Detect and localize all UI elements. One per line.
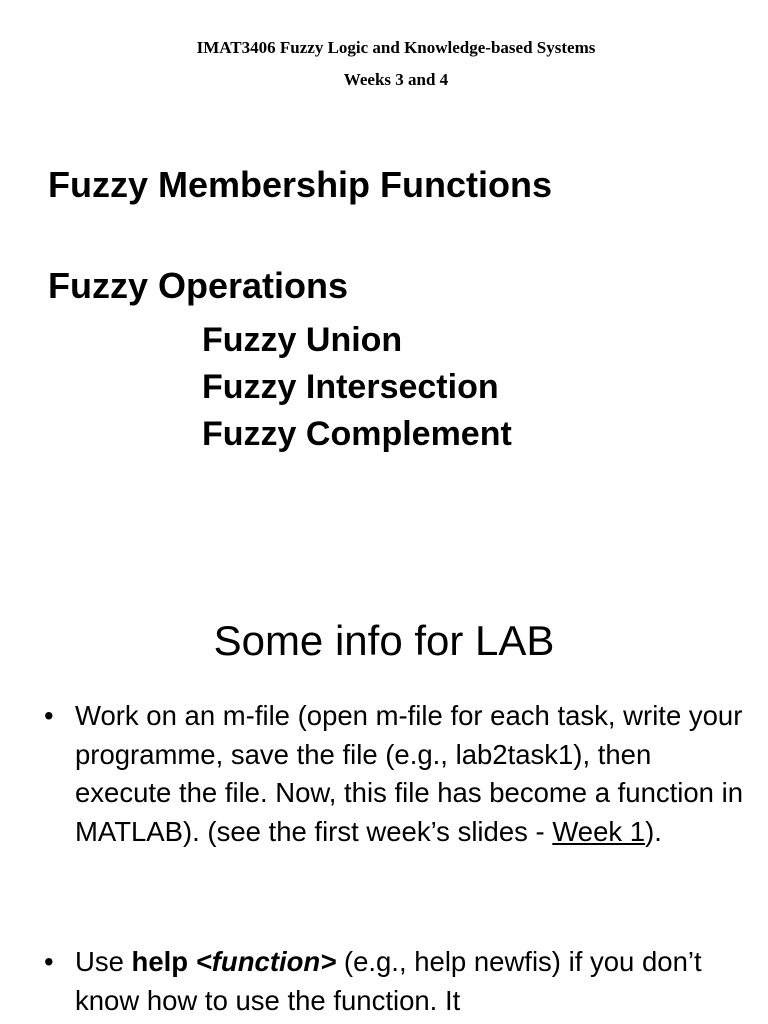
bullet-item-mfile: [44, 697, 744, 851]
course-title: IMAT3406 Fuzzy Logic and Knowledge-based Systems: [196, 38, 596, 57]
bullet-text-end: ).: [645, 815, 662, 847]
subtopic-fuzzy-union: Fuzzy Union: [202, 321, 403, 359]
weeks-label: Weeks 3 and 4: [343, 70, 449, 89]
bullet-item-help: [44, 943, 744, 1020]
week1-link[interactable]: Week 1: [552, 815, 646, 847]
bullet-dot: •: [44, 700, 54, 731]
subtopic-fuzzy-intersection: Fuzzy Intersection: [202, 368, 499, 406]
bullet-text-main: Work on an m-file (open m-file for each task, write your programme, save the file (e.g., lab2task1), then execute the file. Now, this file has become a function in MATLAB). (see the first week’s slides -: [75, 700, 744, 847]
bullet-dot: •: [44, 946, 54, 977]
bullet-text: [75, 943, 744, 1020]
bullet-text-rest: (e.g., help newfis) if you don’t know how to use the function. It: [75, 946, 702, 1016]
bullet-text-prefix: Use: [75, 946, 132, 977]
topic-fuzzy-operations: Fuzzy Operations: [48, 265, 349, 306]
topic-membership-functions: Fuzzy Membership Functions: [48, 164, 553, 205]
function-placeholder: <function>: [195, 946, 337, 977]
bullet-text: [75, 697, 744, 851]
help-keyword: help: [131, 946, 196, 977]
subtopic-fuzzy-complement: Fuzzy Complement: [202, 415, 512, 453]
lab-section-title: Some info for LAB: [213, 617, 555, 664]
